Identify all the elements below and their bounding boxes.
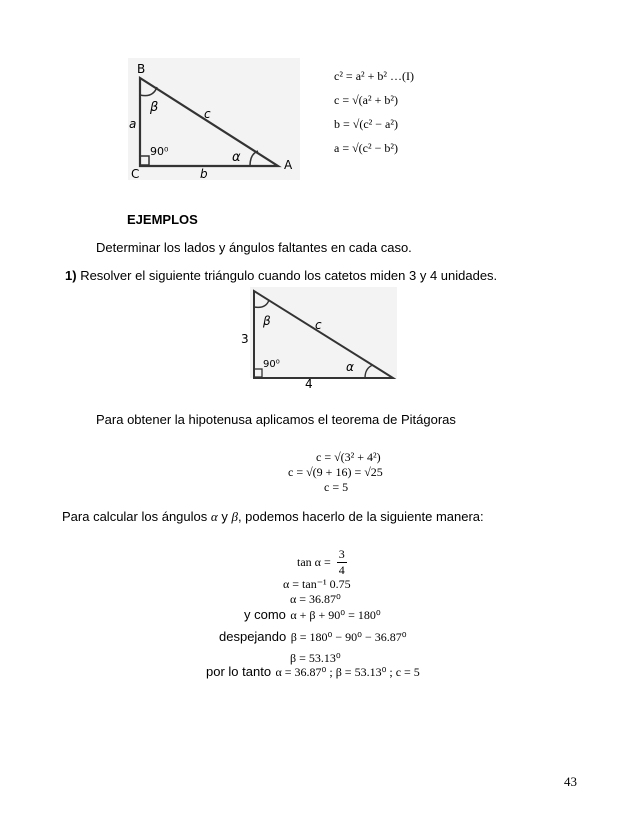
side-a-label: a <box>129 117 137 131</box>
angles-intro-y: y <box>221 509 228 524</box>
angle-step-2: α = tan⁻¹ 0.75 <box>283 577 351 591</box>
angle-step-4 <box>244 606 381 624</box>
hyp-step-1: c = √(3² + 4²) <box>316 450 381 464</box>
problem-number: 1) <box>65 268 77 283</box>
angle-right-label: 90⁰ <box>150 145 169 158</box>
tan-left: tan α = <box>297 555 331 569</box>
vertex-a-label: A <box>284 158 293 172</box>
final-result: α = 36.87⁰ ; β = 53.13⁰ ; c = 5 <box>275 665 420 679</box>
formula-b: b = √(c² − a²) <box>334 117 398 131</box>
angle-step-7 <box>206 663 420 681</box>
angle-right-label-2: 90⁰ <box>263 359 280 370</box>
intro-text: Determinar los lados y ángulos faltantes en cada caso. <box>96 240 412 255</box>
side-3-label: 3 <box>241 332 249 346</box>
angle-alpha-label-2: α <box>346 360 354 374</box>
alpha-symbol: α <box>210 509 218 524</box>
angle-alpha-label: α <box>232 150 241 165</box>
vertex-c-label: C <box>131 167 140 180</box>
angles-intro <box>62 509 484 525</box>
angle-beta-label: β <box>150 100 159 115</box>
despejando-label: despejando <box>219 629 287 644</box>
angle-step-5 <box>219 628 407 646</box>
tan-numerator: 3 <box>338 547 345 561</box>
problem-text: Resolver el siguiente triángulo cuando los catetos miden 3 y 4 unidades. <box>80 268 498 283</box>
hyp-step-3: c = 5 <box>324 480 349 494</box>
side-b-label: b <box>200 167 208 180</box>
hyp-intro: Para obtener la hipotenusa aplicamos el teorema de Pitágoras <box>96 412 456 427</box>
angle-beta-label-2: β <box>263 314 271 328</box>
page-number: 43 <box>564 774 577 789</box>
hyp-step-2: c = √(9 + 16) = √25 <box>288 465 383 479</box>
problem-1 <box>65 268 497 283</box>
por-lo-tanto-label: por lo tanto <box>206 664 272 679</box>
tan-fraction <box>337 547 347 578</box>
side-c-label: c <box>204 107 211 121</box>
angle-sum-eq: α + β + 90⁰ = 180⁰ <box>290 608 381 622</box>
triangle-diagram-1 <box>128 58 300 180</box>
beta-solve-eq: β = 180⁰ − 90⁰ − 36.87⁰ <box>290 630 407 644</box>
angle-step-6: β = 53.13⁰ <box>290 651 341 665</box>
formula-block <box>334 64 414 160</box>
formula-c: c = √(a² + b²) <box>334 93 398 107</box>
angle-step-3: α = 36.87⁰ <box>290 592 341 606</box>
y-como-label: y como <box>244 607 286 622</box>
formula-pythagoras: c² = a² + b² …(I) <box>334 69 414 83</box>
formula-a: a = √(c² − b²) <box>334 141 398 155</box>
tan-equation <box>297 547 347 578</box>
angles-intro-before: Para calcular los ángulos <box>62 509 208 524</box>
side-c-label-2: c <box>315 318 322 332</box>
vertex-b-label: B <box>137 62 146 76</box>
triangle-diagram-2 <box>235 287 397 389</box>
angles-intro-after: , podemos hacerlo de la siguiente manera: <box>237 509 484 524</box>
beta-symbol: β <box>231 509 238 524</box>
side-4-label: 4 <box>305 377 313 389</box>
hyp-steps <box>288 450 383 495</box>
tan-denominator: 4 <box>338 563 345 577</box>
section-title: EJEMPLOS <box>127 212 198 227</box>
